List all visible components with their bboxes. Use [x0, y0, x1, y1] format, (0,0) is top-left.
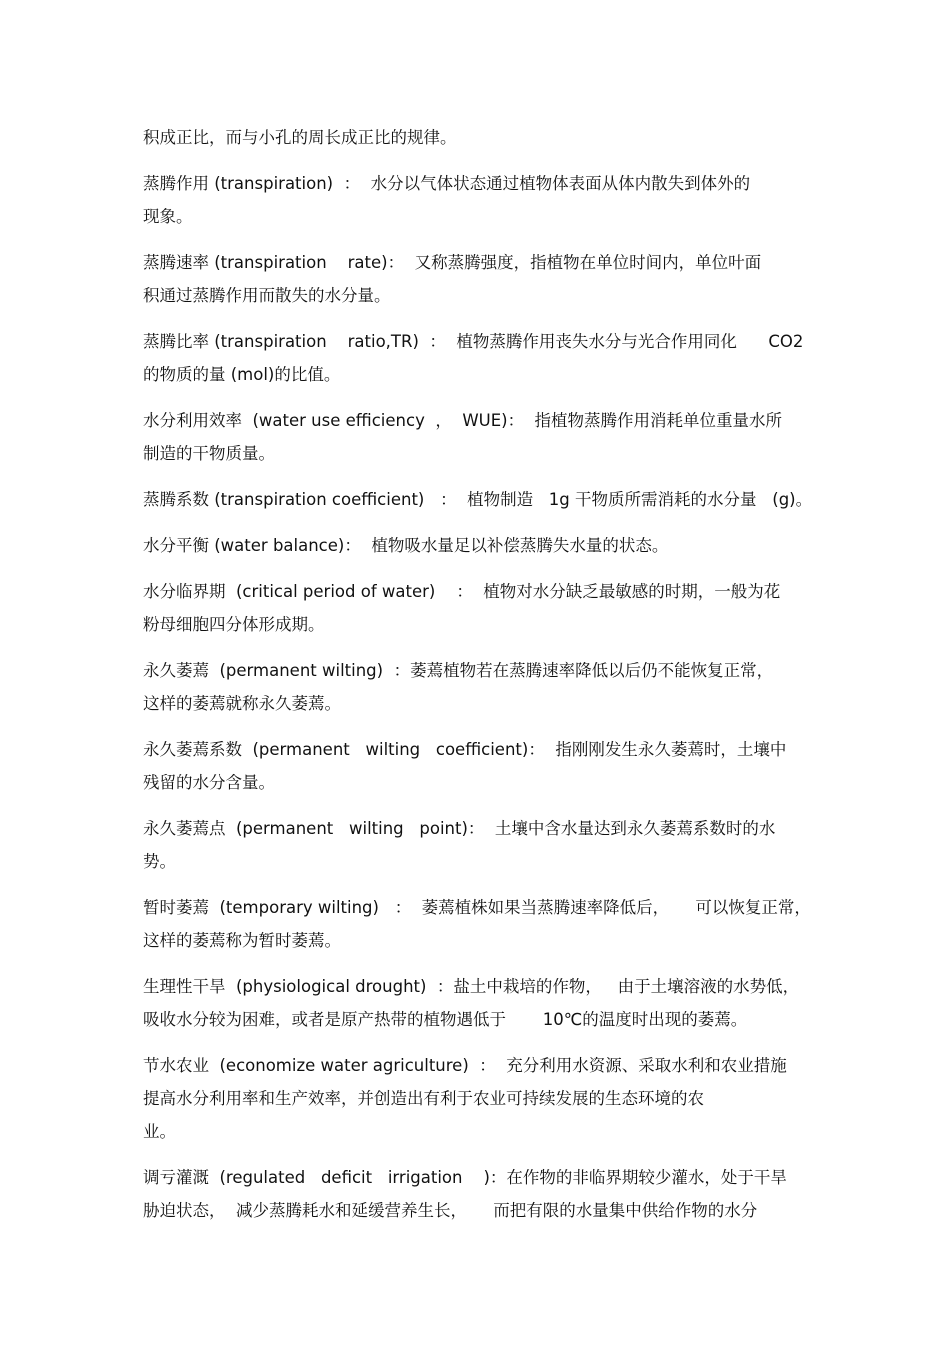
- definition-paragraph: [143, 121, 813, 154]
- text-line: 水分平衡 (water balance)： 植物吸水量足以补偿蒸腾失水量的状态。: [143, 536, 669, 555]
- text-line: 这样的萎蔫称为暂时萎蔫。: [143, 931, 341, 950]
- definition-paragraph: [143, 654, 813, 720]
- text-line: 蒸腾作用 (transpiration) ： 水分以气体状态通过植物体表面从体内散失到体外的: [143, 174, 751, 193]
- definition-paragraph: [143, 1161, 813, 1227]
- definition-paragraph: [143, 404, 813, 470]
- text-line: 水分利用效率 (water use efficiency ， WUE)： 指植物蒸腾作用消耗单位重量水所: [143, 411, 783, 430]
- definition-paragraph: [143, 891, 813, 957]
- text-line: 势。: [143, 852, 176, 871]
- text-line: 生理性干旱 (physiological drought) ：盐土中栽培的作物， 由于土壤溶液的水势低，: [143, 977, 800, 996]
- definition-paragraph: [143, 325, 813, 391]
- text-line: 蒸腾速率 (transpiration rate)： 又称蒸腾强度，指植物在单位时间内，单位叶面: [143, 253, 762, 272]
- definition-paragraph: [143, 529, 813, 562]
- text-line: 业。: [143, 1122, 176, 1141]
- text-line: 粉母细胞四分体形成期。: [143, 615, 325, 634]
- definition-paragraph: [143, 483, 813, 516]
- text-line: 残留的水分含量。: [143, 773, 275, 792]
- text-line: 蒸腾比率 (transpiration ratio,TR) ： 植物蒸腾作用丧失水分与光合作用同化 CO2: [143, 332, 804, 351]
- text-line: 水分临界期 (critical period of water) ： 植物对水分缺乏最敏感的时期，一般为花: [143, 582, 781, 601]
- text-line: 吸收水分较为困难，或者是原产热带的植物遇低于 10℃的温度时出现的萎蔫。: [143, 1010, 748, 1029]
- text-line: 永久萎蔫点 (permanent wilting point)： 土壤中含水量达到永久萎蔫系数时的水: [143, 819, 776, 838]
- text-line: 永久萎蔫 (permanent wilting) ：萎蔫植物若在蒸腾速率降低以后仍不能恢复正常，: [143, 661, 774, 680]
- text-line: 永久萎蔫系数 (permanent wilting coefficient)： 指刚刚发生永久萎蔫时，土壤中: [143, 740, 787, 759]
- text-line: 提高水分利用率和生产效率，并创造出有利于农业可持续发展的生态环境的农: [143, 1089, 704, 1108]
- definition-paragraph: [143, 970, 813, 1036]
- text-line: 现象。: [143, 207, 193, 226]
- text-line: 胁迫状态， 减少蒸腾耗水和延缓营养生长， 而把有限的水量集中供给作物的水分: [143, 1201, 758, 1220]
- definition-paragraph: [143, 575, 813, 641]
- document-body: [143, 121, 813, 1240]
- text-line: 制造的干物质量。: [143, 444, 275, 463]
- text-line: 调亏灌溉 (regulated deficit irrigation )：在作物的非临界期较少灌水，处于干旱: [143, 1168, 787, 1187]
- definition-paragraph: [143, 1049, 813, 1148]
- text-line: 这样的萎蔫就称永久萎蔫。: [143, 694, 341, 713]
- text-line: 积通过蒸腾作用而散失的水分量。: [143, 286, 391, 305]
- text-line: 积成正比，而与小孔的周长成正比的规律。: [143, 128, 457, 147]
- definition-paragraph: [143, 812, 813, 878]
- definition-paragraph: [143, 733, 813, 799]
- text-line: 蒸腾系数 (transpiration coefficient) ： 植物制造 1g 干物质所需消耗的水分量 (g)。: [143, 490, 813, 509]
- text-line: 暂时萎蔫 (temporary wilting) ： 萎蔫植株如果当蒸腾速率降低后， 可以恢复正常，: [143, 898, 811, 917]
- text-line: 节水农业 (economize water agriculture) ： 充分利用水资源、采取水利和农业措施: [143, 1056, 787, 1075]
- text-line: 的物质的量 (mol)的比值。: [143, 365, 341, 384]
- definition-paragraph: [143, 246, 813, 312]
- definition-paragraph: [143, 167, 813, 233]
